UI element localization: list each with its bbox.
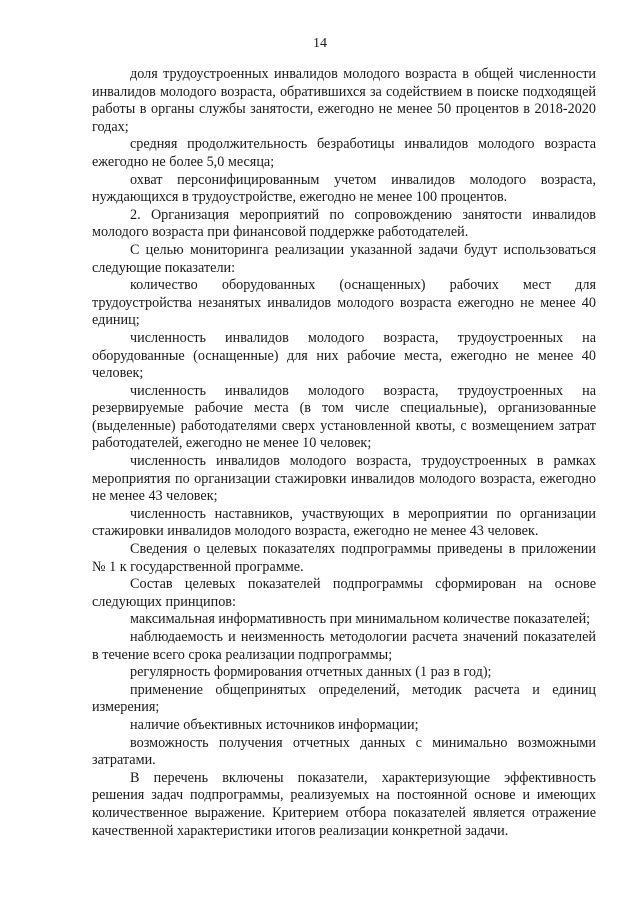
paragraph: Состав целевых показателей подпрограммы сформирован на основе следующих принципов: xyxy=(92,576,596,610)
paragraph: наблюдаемость и неизменность методологии расчета значений показателей в течение всего срока реализации подпрограммы; xyxy=(92,629,596,663)
document-body xyxy=(92,66,596,840)
page-number: 14 xyxy=(313,36,327,51)
paragraph: средняя продолжительность безработицы инвалидов молодого возраста ежегодно не более 5,0 месяца; xyxy=(92,136,596,170)
paragraph: численность инвалидов молодого возраста, трудоустроенных на оборудованные (оснащенные) для них рабочие места, ежегодно не менее 40 человек; xyxy=(92,329,596,382)
paragraph: наличие объективных источников информации; xyxy=(130,716,419,733)
paragraph: охват персонифицированным учетом инвалидов молодого возраста, нуждающихся в трудоустройстве, ежегодно не менее 100 процентов. xyxy=(92,171,596,206)
paragraph: численность наставников, участвующих в мероприятии по организации стажировки инвалидов молодого возраста, ежегодно не менее 43 человек. xyxy=(92,505,596,540)
paragraph: В перечень включены показатели, характеризующие эффективность решения задач подпрограммы, реализуемых на постоянной основе и имеющих количественное выражение. Критерием отбора показателей является отражение качественной характеристики итогов реализации конкретной задачи. xyxy=(92,769,596,839)
paragraph: максимальная информативность при минимальном количестве показателей; xyxy=(130,611,591,628)
paragraph: численность инвалидов молодого возраста, трудоустроенных в рамках мероприятия по организации стажировки инвалидов молодого возраста, ежегодно не менее 43 человек; xyxy=(92,453,596,505)
paragraph: применение общепринятых определений, методик расчета и единиц измерения; xyxy=(92,681,596,716)
paragraph: количество оборудованных (оснащенных) рабочих мест для трудоустройства незанятых инвалидов молодого возраста ежегодно не менее 40 единиц; xyxy=(92,277,596,329)
paragraph: С целью мониторинга реализации указанной задачи будут использоваться следующие показатели: xyxy=(92,241,596,276)
paragraph: доля трудоустроенных инвалидов молодого возраста в общей численности инвалидов молодого возраста, обратившихся за содействием в поиске подходящей работы в органы службы занятости, ежегодно не менее 50 процентов в 2018-2020 годах; xyxy=(92,66,596,135)
paragraph: возможность получения отчетных данных с минимально возможными затратами. xyxy=(92,734,596,769)
paragraph: Сведения о целевых показателях подпрограммы приведены в приложении № 1 к государственной программе. xyxy=(92,541,596,575)
paragraph: численность инвалидов молодого возраста, трудоустроенных на резервируемые рабочие места (в том числе специальные), организованные (выделенные) работодателями сверх установленной квоты, с возмещением затрат работодателей, ежегодно не менее 10 человек; xyxy=(92,382,596,452)
paragraph: 2. Организация мероприятий по сопровождению занятости инвалидов молодого возраста при финансовой поддержке работодателей. xyxy=(92,206,596,241)
paragraph: регулярность формирования отчетных данных (1 раз в год); xyxy=(130,664,492,681)
